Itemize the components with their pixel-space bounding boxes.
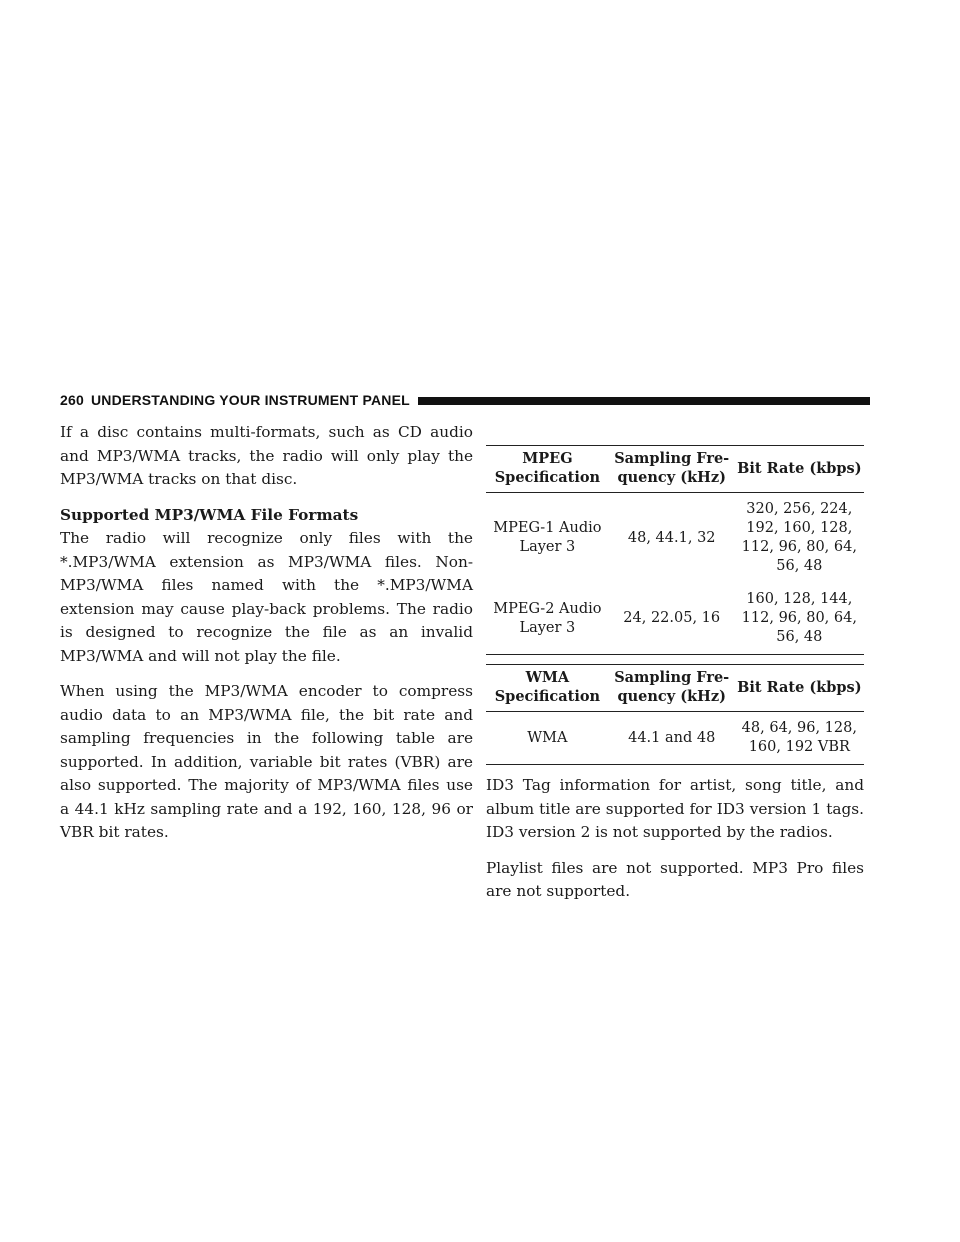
table-spacer (486, 655, 864, 664)
table-row (486, 583, 864, 655)
table-row (486, 493, 864, 584)
column-header-specification: WMA Specification (494, 669, 601, 705)
paragraph-id3-tags: ID3 Tag information for artist, song title, and album title are supported for ID3 version 1 tags. ID3 version 2 is not supported by the radios. (486, 776, 864, 841)
subheading-file-formats: Supported MP3/WMA File Formats (60, 505, 359, 524)
page-header (60, 390, 870, 410)
wma-spec-table (486, 664, 864, 765)
column-header-bitrate: Bit Rate (kbps) (737, 459, 862, 477)
table-header-row (486, 665, 864, 712)
right-column (486, 445, 864, 916)
mpeg-spec-table (486, 445, 864, 655)
paragraph-recognize-files: The radio will recognize only files with the *.MP3/WMA extension as MP3/WMA files. Non-MP3/WMA files named with the *.MP3/WMA extension may cause play-back problems. The radio is designed to recognize the file as an invalid MP3/WMA and will not play the file. (60, 529, 473, 665)
table-cell-specification: MPEG-2 Audio Layer 3 (493, 600, 602, 636)
table-cell-sampling: 44.1 and 48 (628, 729, 716, 746)
table-cell-specification: WMA (527, 729, 568, 746)
header-rule (418, 397, 870, 405)
paragraph-multi-formats: If a disc contains multi-formats, such as CD audio and MP3/WMA tracks, the radio will only play the MP3/WMA tracks on that disc. (60, 423, 473, 488)
table-cell-bitrate: 320, 256, 224, 192, 160, 128, 112, 96, 80, 64, 56, 48 (741, 501, 857, 574)
table-cell-sampling: 48, 44.1, 32 (627, 529, 716, 546)
column-header-bitrate: Bit Rate (kbps) (737, 678, 862, 696)
paragraph-encoder: When using the MP3/WMA encoder to compress audio data to an MP3/WMA file, the bit rate and sampling frequencies in the following table are supported. In addition, variable bit rates (VBR) are also supported. The majority of MP3/WMA files use a 44.1 kHz sampling rate and a 192, 160, 128, 96 or VBR bit rates. (60, 682, 473, 841)
right-text-block (486, 774, 864, 904)
table-cell-bitrate: 160, 128, 144, 112, 96, 80, 64, 56, 48 (741, 591, 857, 645)
table-cell-sampling: 24, 22.05, 16 (623, 610, 721, 626)
column-header-specification: MPEG Specification (494, 450, 601, 486)
table-header-row (486, 446, 864, 493)
column-header-sampling: Sampling Fre-quency (kHz) (614, 669, 730, 705)
section-title: UNDERSTANDING YOUR INSTRUMENT PANEL (90, 392, 410, 408)
table-cell-specification: MPEG-1 Audio Layer 3 (493, 520, 602, 555)
table-cell-bitrate: 48, 64, 96, 128, 160, 192 VBR (741, 720, 857, 755)
left-column (60, 421, 473, 857)
page-number: 260 (60, 392, 84, 408)
column-header-sampling: Sampling Fre-quency (kHz) (614, 450, 730, 486)
paragraph-playlist: Playlist files are not supported. MP3 Pro files are not supported. (486, 858, 864, 900)
table-row (486, 712, 864, 765)
